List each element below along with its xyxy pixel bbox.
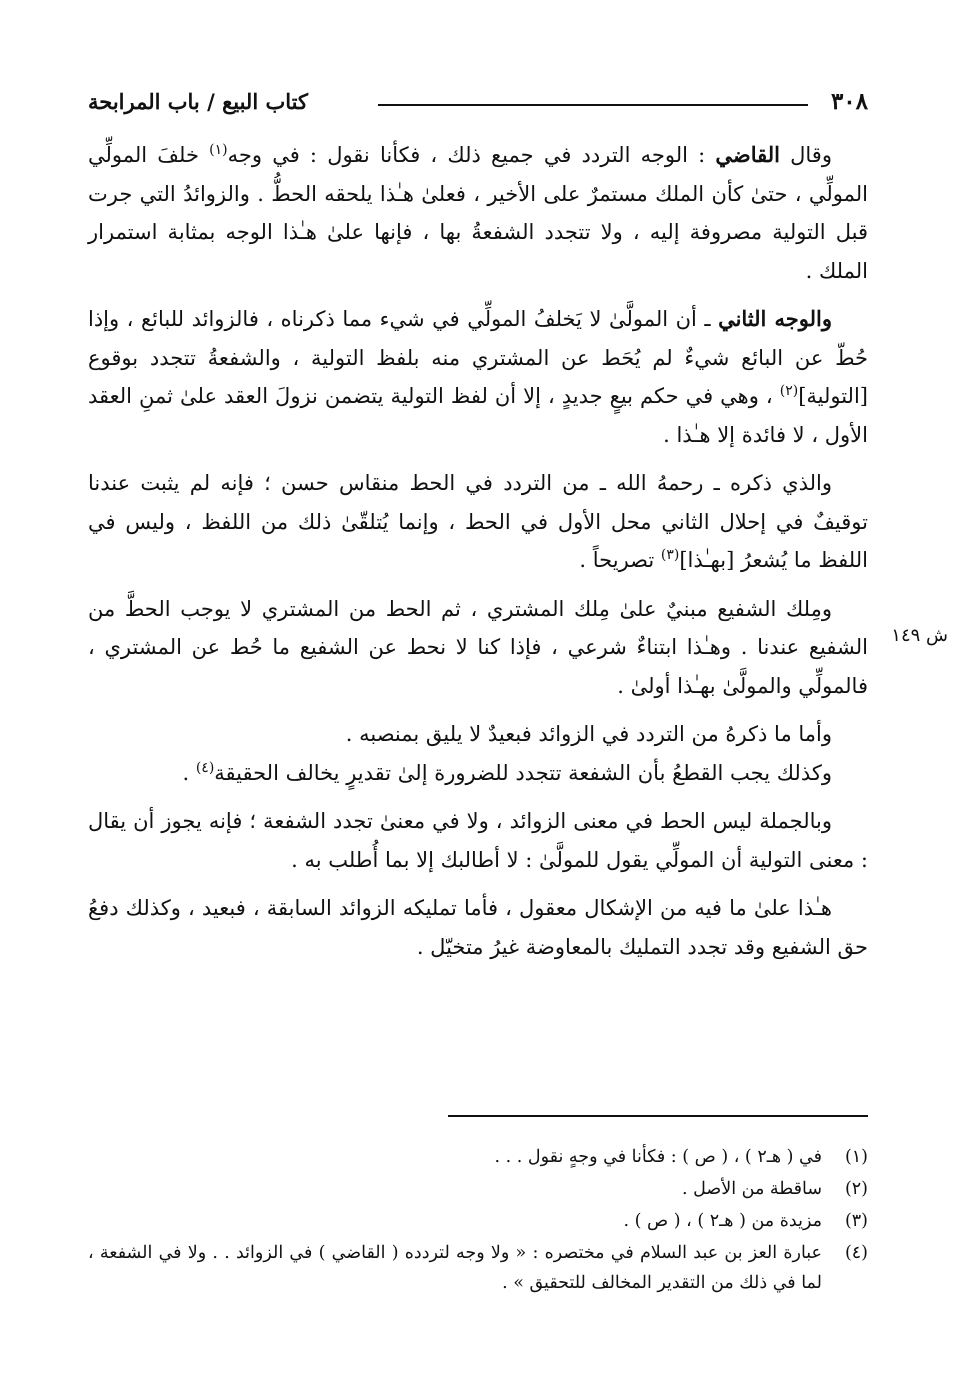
page-number: ٣٠٨	[830, 88, 868, 115]
footnote-separator	[448, 1115, 868, 1117]
second-view-heading: والوجه الثاني	[718, 306, 832, 331]
footnote-ref-1: (١)	[209, 142, 228, 158]
footnote-number: (٣)	[844, 1211, 868, 1231]
paragraph-7: وبالجملة ليس الحط في معنى الزوائد ، ولا في معنىٰ تجدد الشفعة ؛ فإنه يجوز أن يقال : معنى التولية أن المولِّي يقول للمولَّىٰ : لا أطالبك إلا بما أُطلب به .	[88, 809, 868, 872]
running-header	[88, 82, 868, 122]
footnote-text: عبارة العز بن عبد السلام في مختصره : « ولا وجه لتردده ( القاضي ) في الزوائد . . ولا في الشفعة ، لما في ذلك من التقدير المخالف للتحقيق » .	[88, 1243, 822, 1293]
manuscript-folio-note: ش ١٤٩	[891, 625, 948, 646]
paragraph-6: وكذلك يجب القطعُ بأن الشفعة تتجدد للضرورة إلىٰ تقديرٍ يخالف الحقيقة$^{(٤)}$ .	[182, 759, 832, 785]
footnote-item	[88, 1174, 868, 1204]
footnote-item	[88, 1206, 868, 1236]
footnote-text: ساقطة من الأصل .	[682, 1179, 822, 1199]
header-rule	[378, 104, 808, 106]
paragraph-4: ومِلك الشفيع مبنيٌ علىٰ مِلك المشتري ، ثم الحط من المشتري لا يوجب الحطَّ من الشفيع عندنا . وهـٰذا ابتناءٌ شرعي ، فإذا كنا لا نحط عن الشفيع ما حُط عن المشتري ، فالمولِّي والمولَّىٰ بهـٰذا أولىٰ .	[88, 596, 868, 698]
footnote-item	[88, 1238, 868, 1298]
footnote-ref-3: (٣)	[660, 547, 680, 563]
footnotes	[88, 1142, 868, 1300]
paragraph-2: والوجه الثاني ـ أن المولَّىٰ لا يَخلفُ المولِّي في شيء مما ذكرناه ، فالزوائد للبائع ، وإذا حُطّ عن البائع شيءٌ لم يُحَط عن المشتري منه بلفظ التولية ، والشفعةُ تتجدد بوقوع [التولية]$^{(٢)}$ ، وهي في حكم بيعٍ جديدٍ ، إلا أن لفظ التولية يتضمن نزولَ العقد علىٰ ثمنِ العقد الأول ، لا فائدة إلا هـٰذا .	[88, 306, 868, 447]
footnote-ref-4: (٤)	[195, 759, 215, 776]
qadi-name: القاضي	[715, 142, 780, 167]
paragraph-8: هـٰذا علىٰ ما فيه من الإشكال معقول ، فأما تمليكه الزوائد السابقة ، فبعيد ، وكذلك دفعُ حق الشفيع وقد تجدد التمليك بالمعاوضة غيرُ متخيّل .	[88, 896, 868, 959]
running-title: كتاب البيع / باب المرابحة	[88, 89, 308, 114]
footnote-ref-2: (٢)	[779, 383, 799, 399]
footnote-item	[88, 1142, 868, 1172]
footnote-number: (١)	[844, 1147, 868, 1167]
main-text	[88, 136, 868, 976]
footnote-text: مزيدة من ( هـ٢ ) ، ( ص ) .	[623, 1211, 822, 1231]
footnote-text: في ( هـ٢ ) ، ( ص ) : فكأنا في وجهٍ نقول . . .	[494, 1147, 822, 1167]
footnote-number: (٢)	[844, 1179, 868, 1199]
paragraph-1: وقال القاضي : الوجه التردد في جميع ذلك ، فكأنا نقول : في وجه$^{(١)}$ خلفَ المولِّي المولِّي ، حتىٰ كأن الملك مستمرٌ على الأخير ، فعلىٰ هـٰذا يلحقه الحطُّ . والزوائدُ التي جرت قبل التولية مصروفة إليه ، ولا تتجدد الشفعةُ بها ، فإنها علىٰ هـٰذا الوجه بمثابة استمرار الملك .	[88, 142, 868, 283]
paragraph-3: والذي ذكره ـ رحمهُ الله ـ من التردد في الحط منقاس حسن ؛ فإنه لم يثبت عندنا توقيفٌ في إحلال الثاني محل الأول في الحط ، وإنما يُتلقّىٰ ذلك من اللفظ ، وليس في اللفظ ما يُشعرُ [بهـٰذا]$^{(٣)}$ تصريحاً .	[88, 471, 868, 572]
paragraph-5: وأما ما ذكرهُ من التردد في الزوائد فبعيدٌ لا يليق بمنصبه .	[345, 722, 832, 746]
footnote-number: (٤)	[844, 1243, 868, 1263]
